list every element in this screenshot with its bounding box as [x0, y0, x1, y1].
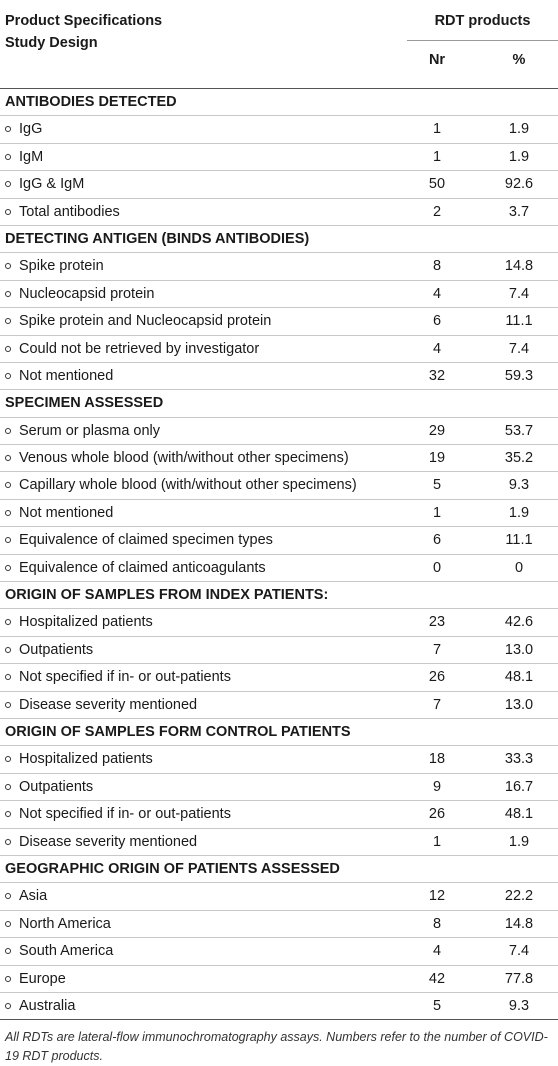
- bullet-icon: [5, 976, 11, 982]
- row-label: [5, 966, 66, 992]
- table-row: [0, 253, 558, 280]
- cell-nr: 19: [428, 450, 446, 467]
- header-title-line2: Study Design: [5, 35, 98, 51]
- cell-pct: 11.1: [505, 532, 533, 549]
- row-label-text: SPECIMEN ASSESSED: [5, 395, 164, 412]
- row-label-text: ORIGIN OF SAMPLES FORM CONTROL PATIENTS: [5, 723, 351, 740]
- cell-nr: 1: [432, 121, 442, 138]
- row-label: [5, 746, 153, 772]
- table-row: [0, 363, 558, 390]
- section-row: [0, 582, 558, 609]
- row-label-text: Not specified if in- or out-patients: [19, 669, 231, 686]
- header-group-label: RDT products: [434, 13, 531, 29]
- section-label: [5, 390, 163, 416]
- cell-nr: 1: [432, 148, 442, 165]
- header-group-divider: [407, 40, 558, 41]
- row-label-text: Hospitalized patients: [19, 751, 153, 768]
- row-label-text: Serum or plasma only: [19, 422, 161, 439]
- table-row: [0, 555, 558, 582]
- section-label: [5, 226, 309, 252]
- cell-nr: 7: [432, 696, 442, 713]
- row-label: [5, 445, 349, 471]
- cell-pct: 7.4: [508, 943, 530, 960]
- bullet-icon: [5, 209, 11, 215]
- bullet-icon: [5, 181, 11, 187]
- table-row: [0, 445, 558, 472]
- cell-pct: 13.0: [504, 696, 534, 713]
- bullet-icon: [5, 455, 11, 461]
- row-label-text: Not mentioned: [19, 504, 114, 521]
- cell-pct: 77.8: [504, 970, 534, 987]
- row-label-text: GEOGRAPHIC ORIGIN OF PATIENTS ASSESSED: [5, 860, 340, 877]
- table-row: [0, 418, 558, 445]
- bullet-icon: [5, 373, 11, 379]
- cell-nr: 32: [428, 367, 446, 384]
- table-row: [0, 829, 558, 856]
- row-label-text: Europe: [19, 970, 66, 987]
- cell-pct: 22.2: [504, 888, 534, 905]
- table-row: [0, 993, 558, 1020]
- row-label-text: Disease severity mentioned: [19, 833, 198, 850]
- row-label-text: Spike protein: [19, 258, 104, 275]
- table-row: [0, 199, 558, 226]
- cell-pct: 14.8: [504, 258, 534, 275]
- cell-pct: 42.6: [504, 614, 534, 631]
- header-col-nr: Nr: [428, 52, 446, 68]
- cell-nr: 6: [432, 313, 442, 330]
- cell-pct: 48.1: [504, 669, 534, 686]
- row-label: [5, 692, 197, 718]
- row-label: [5, 253, 104, 279]
- table-header: [0, 0, 558, 89]
- cell-nr: 50: [428, 176, 446, 193]
- row-label-text: Not specified if in- or out-patients: [19, 806, 231, 823]
- row-label: [5, 993, 75, 1019]
- row-label: [5, 938, 113, 964]
- bullet-icon: [5, 674, 11, 680]
- row-label: [5, 883, 47, 909]
- bullet-icon: [5, 893, 11, 899]
- table-row: [0, 664, 558, 691]
- table-row: [0, 746, 558, 773]
- cell-nr: 1: [432, 833, 442, 850]
- cell-pct: 1.9: [508, 504, 530, 521]
- row-label: [5, 500, 113, 526]
- table-row: [0, 774, 558, 801]
- row-label: [5, 144, 43, 170]
- header-col-pct: %: [512, 52, 526, 68]
- table-row: [0, 500, 558, 527]
- table-row: [0, 171, 558, 198]
- bullet-icon: [5, 784, 11, 790]
- table-body: [0, 89, 558, 1020]
- row-label-text: ORIGIN OF SAMPLES FROM INDEX PATIENTS:: [5, 587, 329, 604]
- section-row: [0, 390, 558, 417]
- cell-nr: 4: [432, 285, 442, 302]
- row-label-text: Total antibodies: [19, 203, 120, 220]
- cell-pct: 92.6: [504, 176, 534, 193]
- section-row: [0, 719, 558, 746]
- section-row: [0, 89, 558, 116]
- cell-nr: 1: [432, 504, 442, 521]
- cell-nr: 5: [432, 997, 442, 1014]
- bullet-icon: [5, 482, 11, 488]
- row-label: [5, 199, 120, 225]
- table-row: [0, 938, 558, 965]
- cell-pct: 7.4: [508, 285, 530, 302]
- bullet-icon: [5, 291, 11, 297]
- section-label: [5, 719, 351, 745]
- bullet-icon: [5, 318, 11, 324]
- cell-pct: 7.4: [508, 340, 530, 357]
- row-label-text: IgM: [19, 148, 44, 165]
- row-label-text: Hospitalized patients: [19, 614, 153, 631]
- cell-nr: 7: [432, 641, 442, 658]
- row-label: [5, 418, 160, 444]
- row-label-text: South America: [19, 943, 114, 960]
- table-row: [0, 609, 558, 636]
- section-label: [5, 89, 177, 115]
- cell-pct: 9.3: [508, 477, 530, 494]
- cell-nr: 29: [428, 422, 446, 439]
- row-label-text: Venous whole blood (with/without other specimens): [19, 450, 349, 467]
- row-label-text: DETECTING ANTIGEN (BINDS ANTIBODIES): [5, 230, 310, 247]
- cell-nr: 18: [428, 751, 446, 768]
- row-label-text: Not mentioned: [19, 367, 114, 384]
- bullet-icon: [5, 756, 11, 762]
- section-label: [5, 582, 328, 608]
- bullet-icon: [5, 510, 11, 516]
- row-label-text: Nucleocapsid protein: [19, 285, 155, 302]
- table-row: [0, 527, 558, 554]
- row-label: [5, 281, 154, 307]
- cell-pct: 59.3: [504, 367, 534, 384]
- row-label: [5, 527, 273, 553]
- cell-nr: 42: [428, 970, 446, 987]
- row-label-text: North America: [19, 915, 111, 932]
- row-label-text: Australia: [19, 997, 76, 1014]
- row-label: [5, 116, 42, 142]
- bullet-icon: [5, 565, 11, 571]
- table-row: [0, 637, 558, 664]
- header-title-line1: Product Specifications: [5, 13, 163, 29]
- bullet-icon: [5, 921, 11, 927]
- cell-nr: 23: [428, 614, 446, 631]
- table-row: [0, 801, 558, 828]
- table-row: [0, 966, 558, 993]
- row-label: [5, 363, 113, 389]
- cell-nr: 6: [432, 532, 442, 549]
- table-row: [0, 336, 558, 363]
- section-row: [0, 856, 558, 883]
- bullet-icon: [5, 839, 11, 845]
- row-label: [5, 336, 259, 362]
- cell-pct: 3.7: [508, 203, 530, 220]
- section-label: [5, 856, 340, 882]
- section-row: [0, 226, 558, 253]
- row-label-text: ANTIBODIES DETECTED: [5, 94, 177, 110]
- row-label: [5, 308, 271, 334]
- row-label-text: Spike protein and Nucleocapsid protein: [19, 313, 272, 330]
- bullet-icon: [5, 346, 11, 352]
- bullet-icon: [5, 537, 11, 543]
- row-label-text: IgG & IgM: [19, 176, 85, 193]
- row-label: [5, 829, 197, 855]
- bullet-icon: [5, 619, 11, 625]
- row-label-text: Outpatients: [19, 641, 94, 658]
- row-label: [5, 774, 93, 800]
- bullet-icon: [5, 811, 11, 817]
- cell-pct: 1.9: [508, 148, 530, 165]
- bullet-icon: [5, 647, 11, 653]
- cell-pct: 33.3: [504, 751, 534, 768]
- row-label: [5, 609, 153, 635]
- cell-nr: 9: [432, 778, 442, 795]
- cell-pct: 0: [514, 559, 524, 576]
- bullet-icon: [5, 154, 11, 160]
- bullet-icon: [5, 126, 11, 132]
- row-label: [5, 637, 93, 663]
- row-label-text: Could not be retrieved by investigator: [19, 340, 260, 357]
- row-label-text: IgG: [19, 121, 43, 138]
- bullet-icon: [5, 428, 11, 434]
- row-label: [5, 472, 357, 498]
- cell-pct: 35.2: [504, 450, 534, 467]
- row-label-text: Equivalence of claimed anticoagulants: [19, 559, 266, 576]
- cell-nr: 8: [432, 258, 442, 275]
- row-label-text: Disease severity mentioned: [19, 696, 198, 713]
- row-label: [5, 911, 111, 937]
- row-label-text: Capillary whole blood (with/without other specimens): [19, 477, 357, 494]
- cell-pct: 53.7: [504, 422, 534, 439]
- cell-pct: 48.1: [504, 806, 534, 823]
- bullet-icon: [5, 948, 11, 954]
- table-row: [0, 281, 558, 308]
- table-row: [0, 692, 558, 719]
- table-row: [0, 144, 558, 171]
- cell-pct: 11.1: [505, 313, 533, 330]
- table-row: [0, 116, 558, 143]
- table-row: [0, 883, 558, 910]
- row-label: [5, 171, 84, 197]
- table-row: [0, 308, 558, 335]
- row-label: [5, 555, 266, 581]
- bullet-icon: [5, 263, 11, 269]
- row-label: [5, 664, 231, 690]
- cell-nr: 26: [428, 669, 446, 686]
- cell-pct: 16.7: [504, 778, 534, 795]
- row-label-text: Asia: [19, 888, 48, 905]
- cell-pct: 9.3: [508, 997, 530, 1014]
- row-label-text: Equivalence of claimed specimen types: [19, 532, 273, 549]
- bullet-icon: [5, 1003, 11, 1009]
- row-label-text: Outpatients: [19, 778, 94, 795]
- cell-nr: 4: [432, 340, 442, 357]
- table-row: [0, 472, 558, 499]
- row-label: [5, 801, 231, 827]
- table-footnote: All RDTs are lateral-flow immunochromatography assays. Numbers refer to the number of COVID-19 RDT products.: [5, 1030, 548, 1064]
- cell-nr: 5: [432, 477, 442, 494]
- cell-pct: 13.0: [504, 641, 534, 658]
- cell-nr: 8: [432, 915, 442, 932]
- cell-pct: 1.9: [508, 833, 530, 850]
- bullet-icon: [5, 702, 11, 708]
- cell-nr: 2: [432, 203, 442, 220]
- cell-pct: 1.9: [508, 121, 530, 138]
- cell-nr: 0: [432, 559, 442, 576]
- cell-nr: 26: [428, 806, 446, 823]
- cell-nr: 4: [432, 943, 442, 960]
- table-row: [0, 911, 558, 938]
- cell-nr: 12: [428, 888, 446, 905]
- cell-pct: 14.8: [504, 915, 534, 932]
